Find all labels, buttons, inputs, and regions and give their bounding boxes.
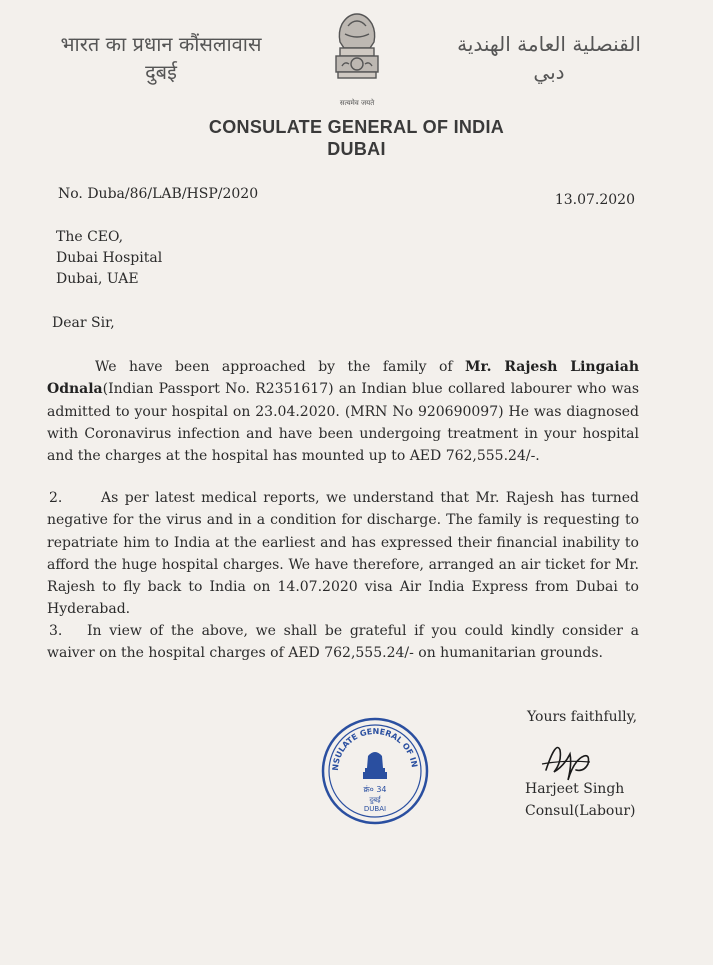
addressee-line: Dubai Hospital xyxy=(56,250,163,266)
salutation: Dear Sir, xyxy=(52,315,115,331)
para1-body: (Indian Passport No. R2351617) an Indian blue collared labourer who was admitted to your hospital on 23.04.2020. (MRN No 920690097) He was diagnosed with Coronavirus infection and have been undergoing treatment in your hospital and the charges at the hospital has mounted up to AED 762,555.24/-. xyxy=(47,381,639,465)
consulate-seal xyxy=(320,716,430,826)
official-seal-icon xyxy=(320,716,430,826)
paragraph-1 xyxy=(47,356,639,467)
signatory-name: Harjeet Singh xyxy=(525,781,625,797)
paragraph-2 xyxy=(47,487,639,621)
para2-body: As per latest medical reports, we understand that Mr. Rajesh has turned negative for the virus and in a condition for discharge. The family is requesting to repatriate him to India at the earliest and has expressed their financial inability to afford the huge hospital charges. We have therefore, arranged an air ticket for Mr. Rajesh to fly back to India on 14.07.2020 visa Air India Express from Dubai to Hyderabad. xyxy=(47,490,639,618)
consulate-title: CONSULATE GENERAL OF INDIA xyxy=(208,117,505,137)
emblem-motto: सत्यमेव जयते xyxy=(339,99,375,107)
para1-lead: We have been approached by the family of xyxy=(95,359,465,375)
closing: Yours faithfully, xyxy=(527,709,638,725)
addressee-block xyxy=(56,227,162,290)
seal-ring-text: NSULATE GENERAL OF IN xyxy=(330,726,419,772)
seal-city: DUBAI xyxy=(363,805,387,813)
hindi-header-line2: दुबई xyxy=(145,60,177,84)
lion-capital-icon xyxy=(318,8,396,98)
signatory-block xyxy=(525,778,636,822)
patient-name: Mr. Rajesh Lingaiah Odnala xyxy=(47,359,639,398)
consulate-city: DUBAI xyxy=(327,139,386,159)
reference-number: No. Duba/86/LAB/HSP/2020 xyxy=(58,186,259,202)
para3-body: In view of the above, we shall be grateful if you could kindly consider a waiver on the hospital charges of AED 762,555.24/- on humanitarian grounds. xyxy=(47,623,639,662)
seal-number: क्रं० 34 xyxy=(363,785,387,794)
hindi-header xyxy=(16,30,306,86)
letter-date: 13.07.2020 xyxy=(554,192,635,208)
arabic-header-line2: دبي xyxy=(533,60,565,84)
arabic-header-line1: القنصلية العامة الهندية xyxy=(457,32,641,56)
addressee-line: The CEO, xyxy=(56,229,124,245)
national-emblem xyxy=(318,8,396,108)
hindi-header-line1: भारत का प्रधान कौंसलावास xyxy=(60,32,262,56)
addressee-line: Dubai, UAE xyxy=(56,271,139,287)
paragraph-3 xyxy=(47,620,639,665)
para3-number: 3. xyxy=(49,623,63,639)
signatory-designation: Consul(Labour) xyxy=(525,803,636,819)
seal-hindi-city: दुबई xyxy=(369,796,381,804)
arabic-header xyxy=(399,30,699,86)
para2-number: 2. xyxy=(49,490,63,506)
